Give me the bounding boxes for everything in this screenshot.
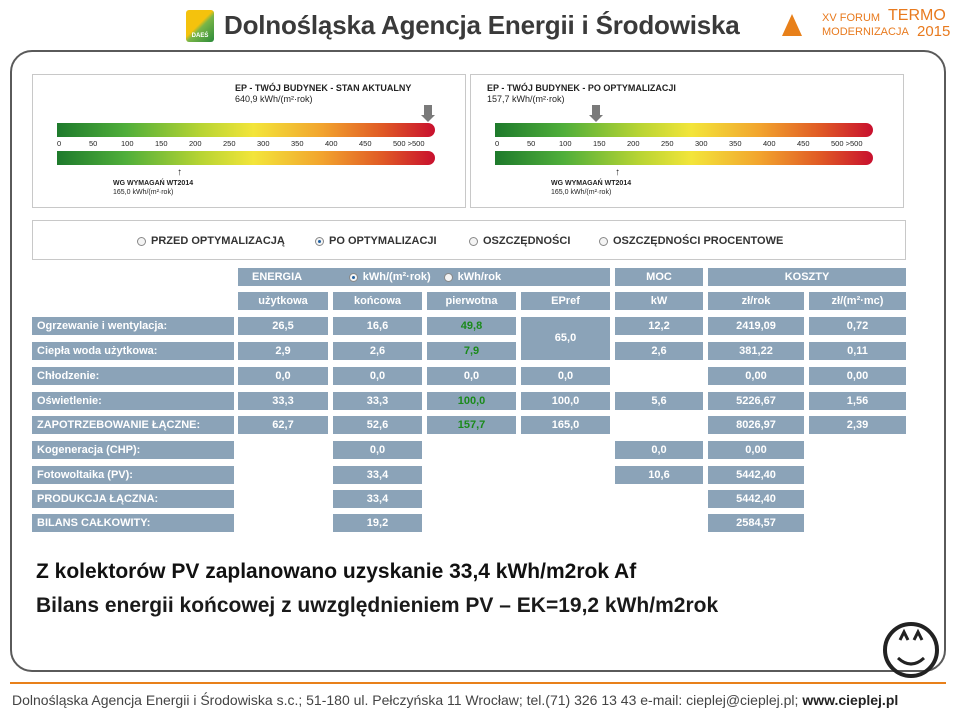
col-koncowa: końcowa [333, 292, 422, 310]
unit-option-2[interactable] [444, 271, 501, 283]
table-cell: 33,4 [333, 490, 422, 508]
footer-text: Dolnośląska Agencja Energii i Środowiska s.c.; 51-180 ul. Pełczyńska 11 Wrocław; tel.(71) 326 13 43 e-mail: cieplej@cieplej.pl; [12, 692, 799, 708]
ep-current-ticks [57, 139, 435, 149]
koszty-header: KOSZTY [708, 268, 906, 286]
table-cell: 5,6 [615, 392, 703, 410]
calculator-screenshot [24, 68, 940, 552]
forum-year: 2015 [917, 23, 951, 40]
forum-termo: TERMO [888, 7, 946, 24]
tick: 500 >500 [393, 139, 425, 148]
table-cell: 10,6 [615, 466, 703, 484]
energia-header [238, 268, 610, 286]
table-cell-highlight: 49,8 [427, 317, 516, 335]
footer-divider [10, 682, 946, 684]
tick: 0 [495, 139, 500, 148]
down-arrow-marker-icon [589, 105, 603, 122]
ep-optimized-panel [470, 74, 904, 208]
row-label-heating: Ogrzewanie i wentylacja: [32, 317, 234, 335]
row-label-balance: BILANS CAŁKOWITY: [32, 514, 234, 532]
table-cell: 2584,57 [708, 514, 804, 532]
forum-line1: XV FORUM [822, 12, 881, 24]
view-options-panel [32, 220, 906, 260]
option-savings[interactable] [469, 235, 570, 247]
table-cell: 2,6 [333, 342, 422, 360]
table-cell: 2,6 [615, 342, 703, 360]
col-zl-rok: zł/rok [708, 292, 804, 310]
table-cell-highlight: 7,9 [427, 342, 516, 360]
row-label-chp: Kogeneracja (CHP): [32, 441, 234, 459]
table-cell: 2,9 [238, 342, 328, 360]
table-cell: 0,0 [427, 367, 516, 385]
option-label: PO OPTYMALIZACJI [329, 235, 437, 247]
tick: 350 [729, 139, 742, 148]
col-kw: kW [615, 292, 703, 310]
col-zl-m2: zł/(m²·mc) [809, 292, 906, 310]
table-cell-highlight: 157,7 [427, 416, 516, 434]
tick: 250 [661, 139, 674, 148]
ep-current-panel [32, 74, 466, 208]
up-arrow-marker-icon: ↑ [615, 167, 620, 178]
option-after[interactable] [315, 235, 437, 247]
col-epref: EPref [521, 292, 610, 310]
table-cell: 26,5 [238, 317, 328, 335]
radio-icon[interactable] [444, 273, 453, 282]
table-cell: 0,00 [708, 441, 804, 459]
table-cell: 33,3 [333, 392, 422, 410]
table-cell: 165,0 [521, 416, 610, 434]
table-cell: 2419,09 [708, 317, 804, 335]
table-cell: 5442,40 [708, 466, 804, 484]
table-cell: 100,0 [521, 392, 610, 410]
ep-current-title: EP - TWÓJ BUDYNEK - STAN AKTUALNY [235, 83, 412, 93]
tick: 250 [223, 139, 236, 148]
table-cell: 8026,97 [708, 416, 804, 434]
ep-current-scale-bar-top [57, 123, 435, 137]
tick: 200 [627, 139, 640, 148]
table-cell: 0,0 [615, 441, 703, 459]
table-cell: 33,4 [333, 466, 422, 484]
forum-logo-icon [782, 14, 802, 36]
table-cell-highlight: 100,0 [427, 392, 516, 410]
option-before[interactable] [137, 235, 285, 247]
unit-label: kWh/(m²·rok) [362, 271, 431, 283]
table-cell: 0,72 [809, 317, 906, 335]
tick: 50 [527, 139, 536, 148]
forum-line2: MODERNIZACJA [822, 26, 909, 38]
ep-optimized-scale-bar-top [495, 123, 873, 137]
tick: 300 [695, 139, 708, 148]
ep-optimized-scale-bar-bottom [495, 151, 873, 165]
row-label-cooling: Chłodzenie: [32, 367, 234, 385]
unit-label: kWh/rok [457, 271, 502, 283]
tick: 300 [257, 139, 270, 148]
table-cell: 33,3 [238, 392, 328, 410]
ep-optimized-value: 157,7 kWh/(m²·rok) [487, 94, 565, 104]
cat-logo-icon [880, 618, 942, 678]
ep-current-value: 640,9 kWh/(m²·rok) [235, 94, 313, 104]
table-cell-epref-merged: 65,0 [521, 317, 610, 360]
caption-line-2: Bilans energii końcowej z uwzględnieniem PV – EK=19,2 kWh/m2rok [36, 594, 719, 617]
footer-site-link[interactable]: www.cieplej.pl [802, 692, 899, 708]
tick: 50 [89, 139, 98, 148]
table-cell: 1,56 [809, 392, 906, 410]
tick: 350 [291, 139, 304, 148]
table-cell: 12,2 [615, 317, 703, 335]
table-cell: 0,0 [333, 441, 422, 459]
tick: 400 [763, 139, 776, 148]
table-cell: 5442,40 [708, 490, 804, 508]
row-label-water: Ciepła woda użytkowa: [32, 342, 234, 360]
table-cell: 19,2 [333, 514, 422, 532]
table-cell: 62,7 [238, 416, 328, 434]
col-uzytkowa: użytkowa [238, 292, 328, 310]
footer [12, 692, 898, 708]
ep-current-req-title: WG WYMAGAŃ WT2014 [113, 180, 194, 187]
tick: 450 [797, 139, 810, 148]
row-label-lighting: Oświetlenie: [32, 392, 234, 410]
table-cell: 0,00 [809, 367, 906, 385]
radio-icon[interactable] [349, 273, 358, 282]
option-label: OSZCZĘDNOŚCI PROCENTOWE [613, 235, 784, 247]
down-arrow-marker-icon [421, 105, 435, 122]
tick: 0 [57, 139, 62, 148]
table-cell: 0,0 [333, 367, 422, 385]
tick: 150 [155, 139, 168, 148]
tick: 400 [325, 139, 338, 148]
up-arrow-marker-icon: ↑ [177, 167, 182, 178]
col-pierwotna: pierwotna [427, 292, 516, 310]
ep-optimized-title: EP - TWÓJ BUDYNEK - PO OPTYMALIZACJI [487, 83, 676, 93]
option-savings-percent[interactable] [599, 235, 783, 247]
table-cell: 16,6 [333, 317, 422, 335]
radio-icon[interactable] [469, 237, 478, 246]
logo-text: DAEŚ [191, 33, 209, 39]
ep-optimized-ticks [495, 139, 873, 149]
energia-title: ENERGIA [252, 271, 302, 283]
table-cell: 381,22 [708, 342, 804, 360]
ep-optimized-req-title: WG WYMAGAŃ WT2014 [551, 180, 632, 187]
table-cell: 0,0 [238, 367, 328, 385]
table-cell: 0,11 [809, 342, 906, 360]
row-label-pv: Fotowoltaika (PV): [32, 466, 234, 484]
tick: 150 [593, 139, 606, 148]
results-table [24, 266, 940, 552]
page-title: Dolnośląska Agencja Energii i Środowiska [224, 10, 740, 40]
table-cell: 2,39 [809, 416, 906, 434]
tick: 450 [359, 139, 372, 148]
ep-current-req-value: 165,0 kWh/(m²·rok) [113, 189, 174, 196]
row-label-production: PRODUKCJA ŁĄCZNA: [32, 490, 234, 508]
unit-option-1[interactable] [349, 271, 431, 283]
moc-header: MOC [615, 268, 703, 286]
ep-optimized-req-value: 165,0 kWh/(m²·rok) [551, 189, 612, 196]
caption-line-1: Z kolektorów PV zaplanowano uzyskanie 33,4 kWh/m2rok Af [36, 560, 637, 583]
table-cell: 0,00 [708, 367, 804, 385]
tick: 100 [121, 139, 134, 148]
option-label: OSZCZĘDNOŚCI [483, 235, 571, 247]
table-cell: 52,6 [333, 416, 422, 434]
table-cell: 5226,67 [708, 392, 804, 410]
radio-icon[interactable] [137, 237, 146, 246]
option-label: PRZED OPTYMALIZACJĄ [151, 235, 285, 247]
radio-icon[interactable] [599, 237, 608, 246]
radio-icon[interactable] [315, 237, 324, 246]
tick: 100 [559, 139, 572, 148]
table-cell: 0,0 [521, 367, 610, 385]
ep-current-scale-bar-bottom [57, 151, 435, 165]
tick: 500 >500 [831, 139, 863, 148]
row-label-total-demand: ZAPOTRZEBOWANIE ŁĄCZNE: [32, 416, 234, 434]
tick: 200 [189, 139, 202, 148]
